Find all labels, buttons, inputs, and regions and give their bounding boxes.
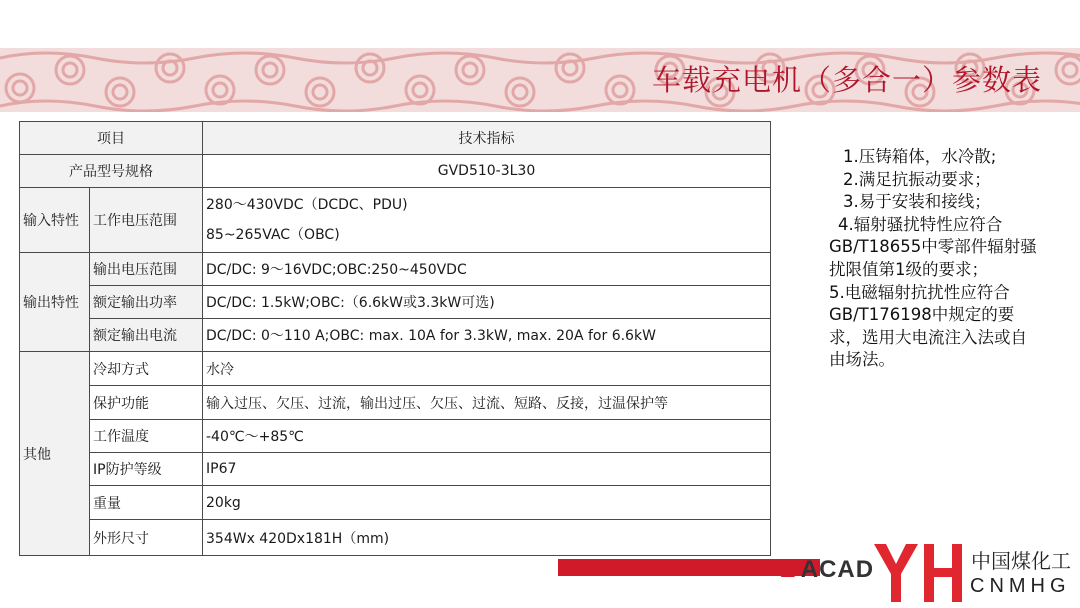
slide-title: 车载充电机（多合一）参数表 <box>651 63 1042 97</box>
model-label: 产品型号规格 <box>20 155 203 188</box>
category-other: 其他 <box>20 352 90 556</box>
row-value: DC/DC: 0～110 A;OBC: max. 10A for 3.3kW, max. 20A for 6.6kW <box>203 319 771 352</box>
category-input: 输入特性 <box>20 188 90 253</box>
spec-table <box>19 121 771 556</box>
note-item: 1.压铸箱体，水冷散; <box>843 147 997 166</box>
row-value: DC/DC: 1.5kW;OBC:（6.6kW或3.3kW可选) <box>203 286 771 319</box>
table-row <box>20 188 771 253</box>
table-row <box>20 486 771 520</box>
row-item: 工作温度 <box>90 420 203 453</box>
row-item: 保护功能 <box>90 386 203 420</box>
row-item: 输出电压范围 <box>90 253 203 286</box>
table-row <box>20 319 771 352</box>
table-row <box>20 420 771 453</box>
table-header-row <box>20 122 771 155</box>
table-row <box>20 253 771 286</box>
row-value: 水冷 <box>203 352 771 386</box>
row-value-line: 280～430VDC（DCDC、PDU) <box>206 197 408 213</box>
category-output: 输出特性 <box>20 253 90 352</box>
row-item: 额定输出电流 <box>90 319 203 352</box>
cnmhg-logo-icon <box>872 542 964 604</box>
table-row <box>20 520 771 556</box>
row-item: IP防护等级 <box>90 453 203 486</box>
row-item: 冷却方式 <box>90 352 203 386</box>
header-spec: 技术指标 <box>203 122 771 155</box>
row-item: 重量 <box>90 486 203 520</box>
table-row <box>20 352 771 386</box>
feature-notes <box>829 146 1041 372</box>
table-row <box>20 155 771 188</box>
note-item: 5.电磁辐射抗扰性应符合GB/T176198中规定的要求，选用大电流注入法或自由场法。 <box>829 282 1027 370</box>
row-value: IP67 <box>203 453 771 486</box>
row-item: 外形尺寸 <box>90 520 203 556</box>
row-value: DC/DC: 9～16VDC;OBC:250~450VDC <box>203 253 771 286</box>
row-value: 354Wx 420Dx181H（mm) <box>203 520 771 556</box>
header-item: 项目 <box>20 122 203 155</box>
logo-text-en: CNMHG <box>970 575 1071 597</box>
row-value <box>203 188 771 253</box>
note-item: 3.易于安装和接线； <box>843 192 991 212</box>
brand-text: ACAD <box>800 556 875 583</box>
row-item: 工作电压范围 <box>90 188 203 253</box>
note-item: 2.满足抗振动要求； <box>843 169 991 189</box>
brand-acad-logo: ▲ACAD <box>776 556 875 583</box>
table-row <box>20 286 771 319</box>
table-row <box>20 386 771 420</box>
note-item: 4.辐射骚扰特性应符合GB/T18655中零部件辐射骚扰限值第1级的要求； <box>829 214 1037 279</box>
table-row <box>20 453 771 486</box>
row-value: 20kg <box>203 486 771 520</box>
row-item: 额定输出功率 <box>90 286 203 319</box>
model-value: GVD510-3L30 <box>203 155 771 188</box>
row-value: 输入过压、欠压、过流，输出过压、欠压、过流、短路、反接，过温保护等 <box>203 386 771 420</box>
row-value-line: 85~265VAC（OBC) <box>206 227 340 243</box>
logo-text-cn: 中国煤化工 <box>971 549 1071 573</box>
row-value: -40℃～+85℃ <box>203 420 771 453</box>
